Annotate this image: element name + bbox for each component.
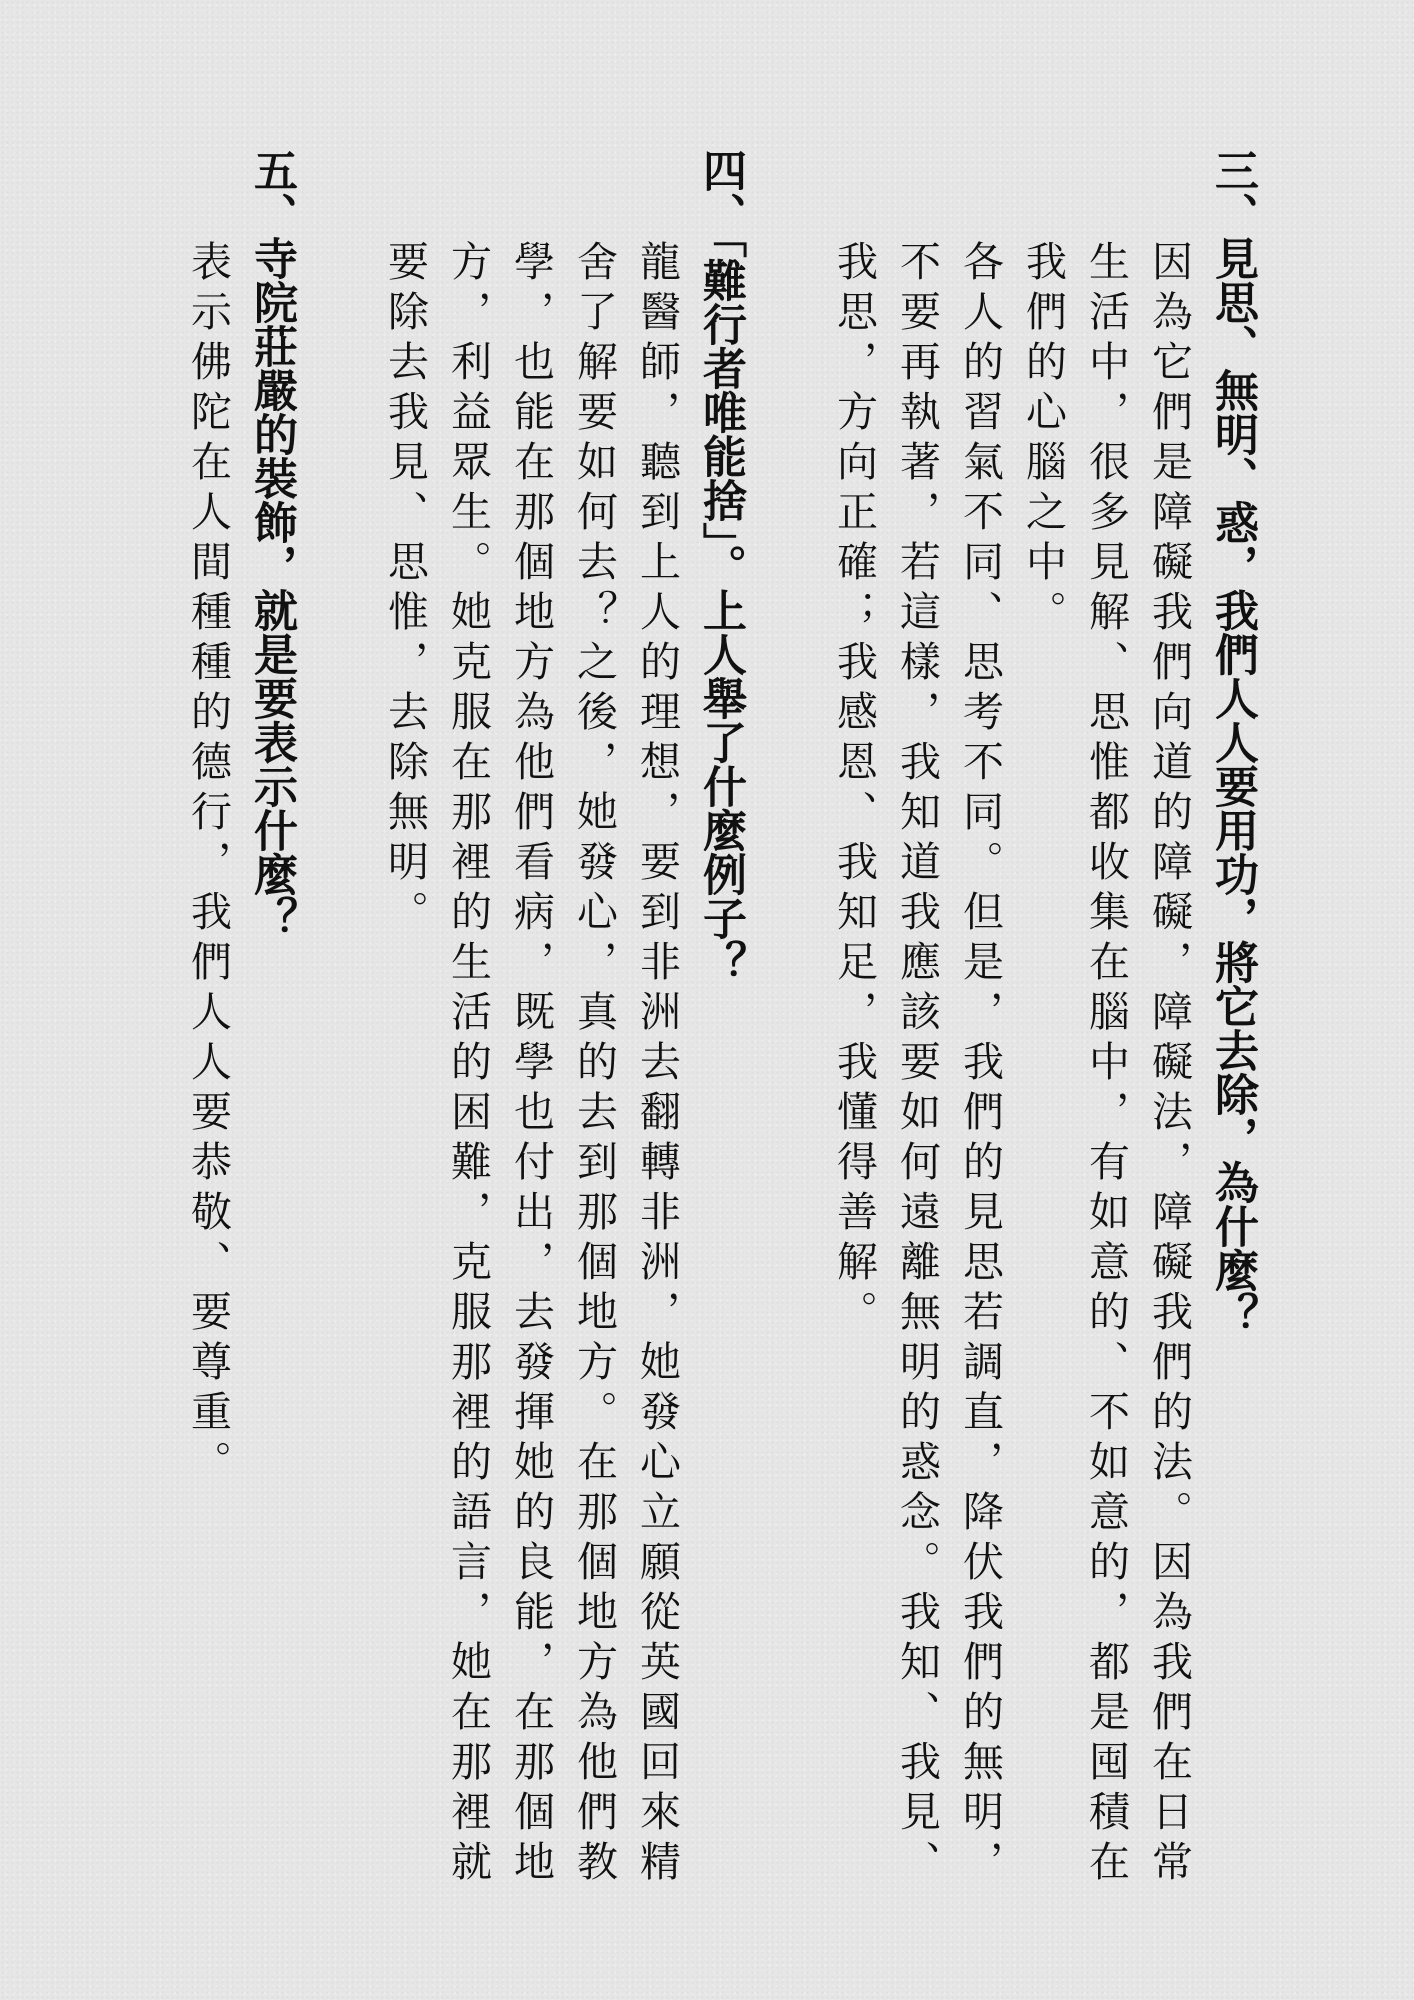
section-5 (176, 148, 303, 1908)
vertical-text-body (106, 148, 1264, 1908)
paragraph: 各人的習氣不同、思考不同。但是，我們的見思若調直，降伏我們的無明，不要再執著，若這樣，我知道我應該要如何遠離無明的惑念。我知、我見、我思，方向正確；我感恩、我知足，我懂得善解。 (830, 240, 1004, 1890)
section-4 (373, 148, 752, 1908)
paragraph: 表示佛陀在人間種種的德行，我們人人要恭敬、要尊重。 (184, 240, 232, 1490)
section-3 (822, 148, 1264, 1908)
paragraph: 龍醫師，聽到上人的理想，要到非洲去翻轉非洲，她發心立願從英國回來精舍了解要如何去？之後，她發心，真的去到那個地方。在那個地方為他們教學，也能在那個地方為他們看病，既學也付出，去發揮她的良能，在那個地方，利益眾生。她克服在那裡的生活的困難，克服那裡的語言，她在那裡就要除去我見、思惟，去除無明。 (381, 240, 681, 1890)
section-heading: 四、「難行者唯能捨」。上人舉了什麼例子？ (695, 148, 746, 984)
section-heading: 三、見思、無明、惑，我們人人要用功，將它去除，為什麼？ (1207, 148, 1258, 1336)
paragraph: 因為它們是障礙我們向道的障礙，障礙法，障礙我們的法。因為我們在日常生活中，很多見解、思惟都收集在腦中，有如意的、不如意的，都是囤積在我們的心腦之中。 (1019, 240, 1193, 1890)
section-heading: 五、寺院莊嚴的裝飾，就是要表示什麼？ (246, 148, 297, 940)
